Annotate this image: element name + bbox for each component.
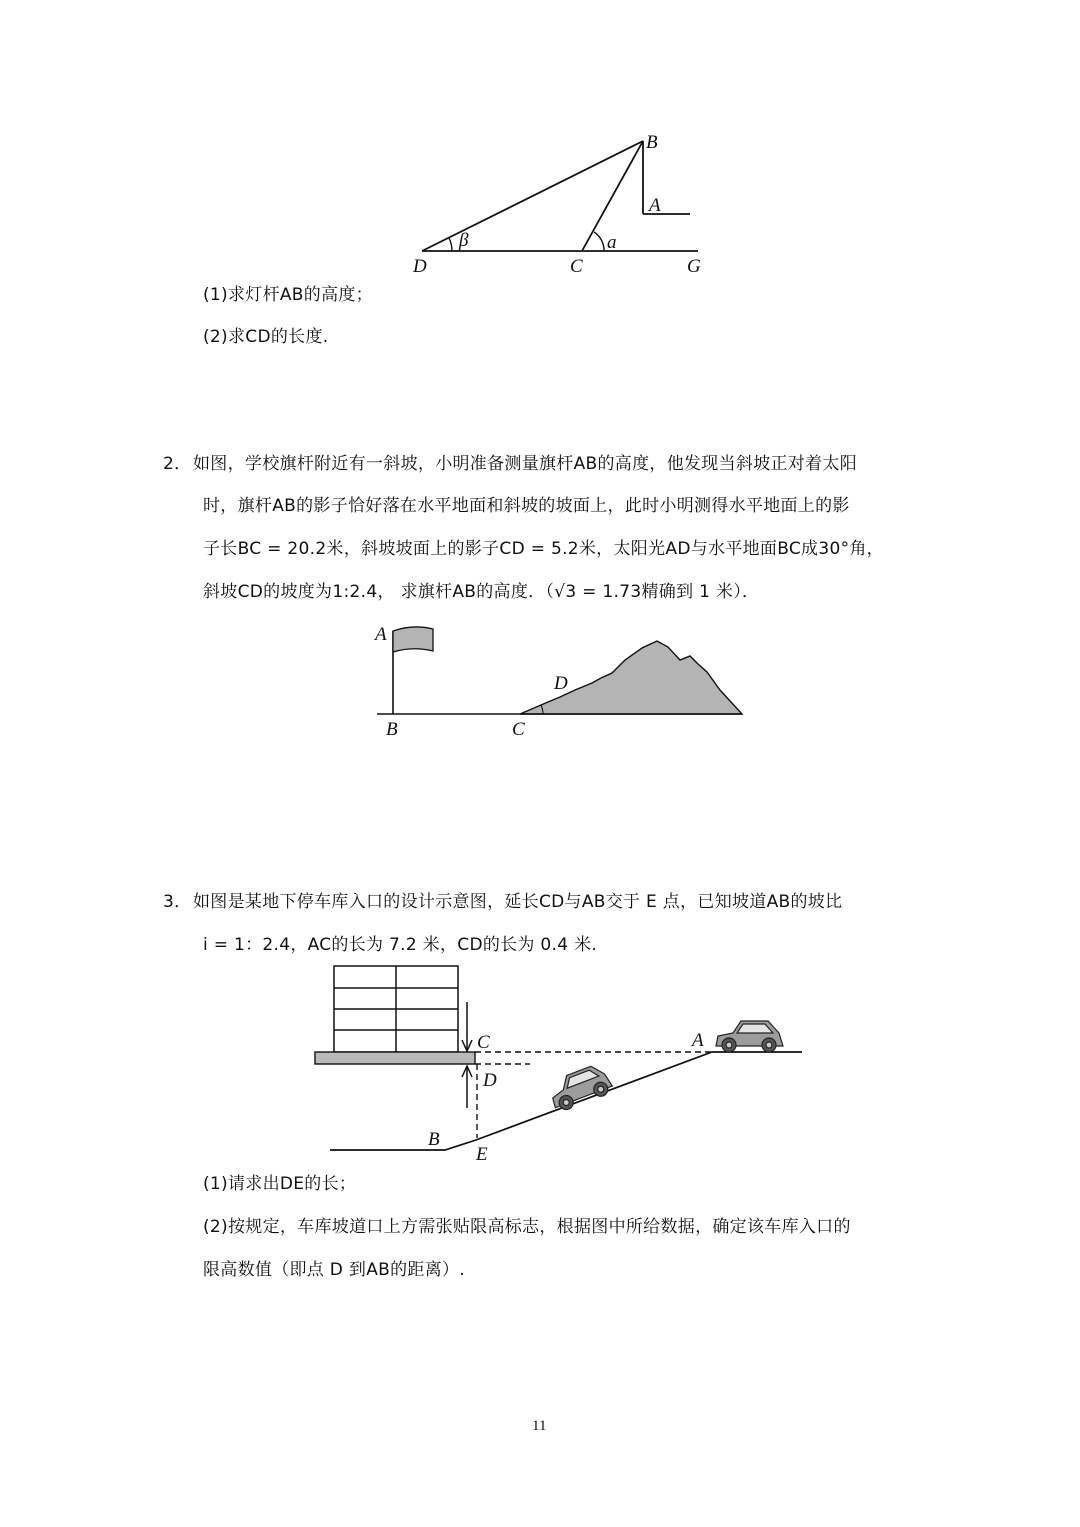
label-a: A	[375, 624, 387, 645]
q3-line-2: i = 1：2.4，AC的长为 7.2 米，CD的长为 0.4 米.	[203, 935, 598, 955]
q2-line-2: 时，旗杆AB的影子恰好落在水平地面和斜坡的坡面上，此时小明测得水平地面上的影	[203, 496, 850, 516]
label-a: A	[692, 1030, 704, 1051]
q1-part2: (2)求CD的长度.	[203, 327, 329, 347]
label-c: C	[477, 1032, 490, 1053]
building	[334, 966, 458, 1052]
q2-line-4: 斜坡CD的坡度为1:2.4， 求旗杆AB的高度．（√3 = 1.73精确到 1 米）．	[203, 582, 760, 602]
label-c: C	[570, 256, 583, 277]
label-d: D	[483, 1070, 497, 1091]
q3-line-1: 如图是某地下停车库入口的设计示意图，延长CD与AB交于 E 点，已知坡道AB的坡比	[193, 892, 843, 912]
q3-part2-line-2: 限高数值（即点 D 到AB的距离）.	[203, 1260, 465, 1280]
label-b: B	[646, 132, 658, 153]
q2-line-1: 如图，学校旗杆附近有一斜坡，小明准备测量旗杆AB的高度，他发现当斜坡正对着太阳	[193, 454, 857, 474]
figure-flagpole-slope	[370, 620, 750, 745]
label-e: E	[476, 1144, 488, 1165]
label-b: B	[386, 719, 398, 740]
figure-lamp-post	[400, 120, 720, 280]
label-alpha: a	[607, 232, 617, 253]
label-g: G	[687, 256, 701, 277]
q3-number: 3．	[163, 892, 192, 912]
label-a: A	[649, 195, 661, 216]
q2-number: 2．	[163, 454, 192, 474]
q3-part1: (1)请求出DE的长；	[203, 1174, 357, 1194]
flag	[393, 627, 433, 652]
label-beta: β	[459, 230, 469, 251]
q2-line-3: 子长BC = 20.2米，斜坡坡面上的影子CD = 5.2米，太阳光AD与水平地面BC成30°角，	[203, 539, 884, 559]
angle-alpha-arc	[594, 232, 604, 251]
car-ramp	[546, 1062, 614, 1114]
label-d: D	[413, 256, 427, 277]
angle-beta-arc	[449, 238, 452, 251]
label-d: D	[554, 673, 568, 694]
page-number: 11	[532, 1418, 547, 1434]
figure-garage-ramp	[310, 960, 810, 1165]
label-c: C	[512, 719, 525, 740]
q1-part1: (1)求灯杆AB的高度；	[203, 285, 373, 305]
car-top	[716, 1021, 783, 1052]
q3-part2-line-1: (2)按规定，车库坡道口上方需张贴限高标志，根据图中所给数据，确定该车库入口的	[203, 1217, 851, 1237]
label-b: B	[428, 1129, 440, 1150]
ceiling-slab	[315, 1052, 475, 1064]
